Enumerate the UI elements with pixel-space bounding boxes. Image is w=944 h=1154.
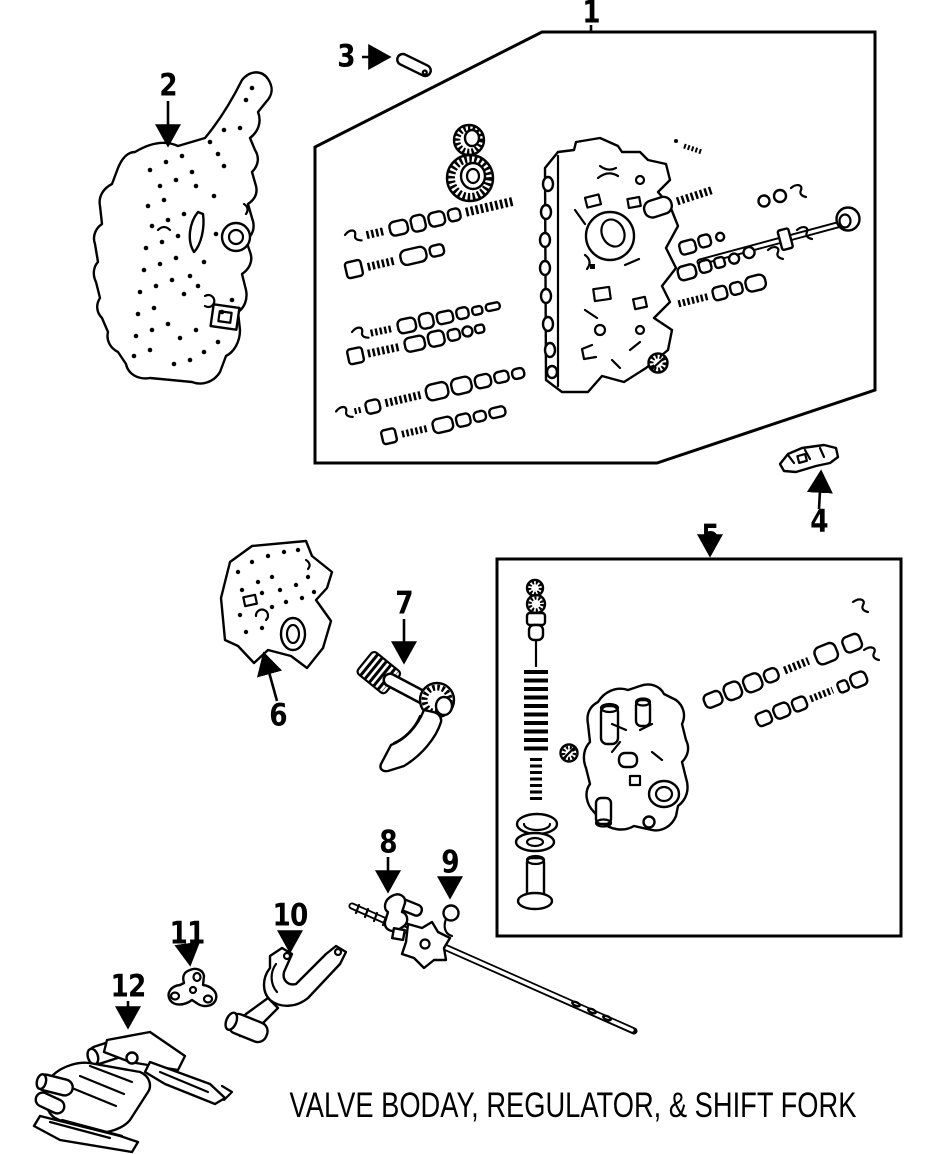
diagram-caption: VALVE BODAY, REGULATOR, & SHIFT FORK (289, 1086, 857, 1125)
part-fork-assembly-12 (33, 1032, 232, 1152)
regulator-valve-rows (701, 599, 879, 727)
part-lever-11 (169, 969, 217, 1006)
regulator-spring-stack (516, 580, 557, 909)
shift-rod-group (352, 894, 634, 1031)
callout-10[interactable]: 10 (272, 897, 308, 934)
bearing-gears (447, 125, 493, 201)
assembly-box-5 (497, 559, 901, 936)
callout-6[interactable]: 6 (269, 697, 287, 734)
callout-3[interactable]: 3 (337, 38, 355, 75)
rod-joint (402, 922, 450, 968)
regulator-casting (584, 684, 688, 830)
callout-5[interactable]: 5 (701, 518, 719, 555)
callout-4[interactable]: 4 (810, 503, 828, 540)
valve-body-assembly-group (315, 32, 875, 463)
regulator-assembly-group (497, 559, 901, 936)
plug-bolt (649, 354, 668, 373)
callout-7[interactable]: 7 (395, 585, 413, 622)
callout-2[interactable]: 2 (159, 67, 177, 104)
callout-9[interactable]: 9 (441, 844, 459, 881)
part-separator-plate-6 (221, 541, 332, 668)
part-pin-3 (395, 52, 432, 78)
part-bracket-4 (780, 445, 838, 472)
callout-12[interactable]: 12 (110, 968, 146, 1005)
part-separator-plate-2 (94, 67, 272, 383)
part-fork-shaft-7 (356, 650, 454, 771)
callout-1[interactable]: 1 (582, 0, 600, 31)
part-clip-9 (444, 906, 459, 937)
callout-8[interactable]: 8 (379, 824, 397, 861)
small-knurled-ring (561, 745, 578, 762)
valve-trains (335, 194, 526, 446)
part-shift-fork-10 (223, 946, 346, 1045)
callout-11[interactable]: 11 (169, 915, 205, 952)
